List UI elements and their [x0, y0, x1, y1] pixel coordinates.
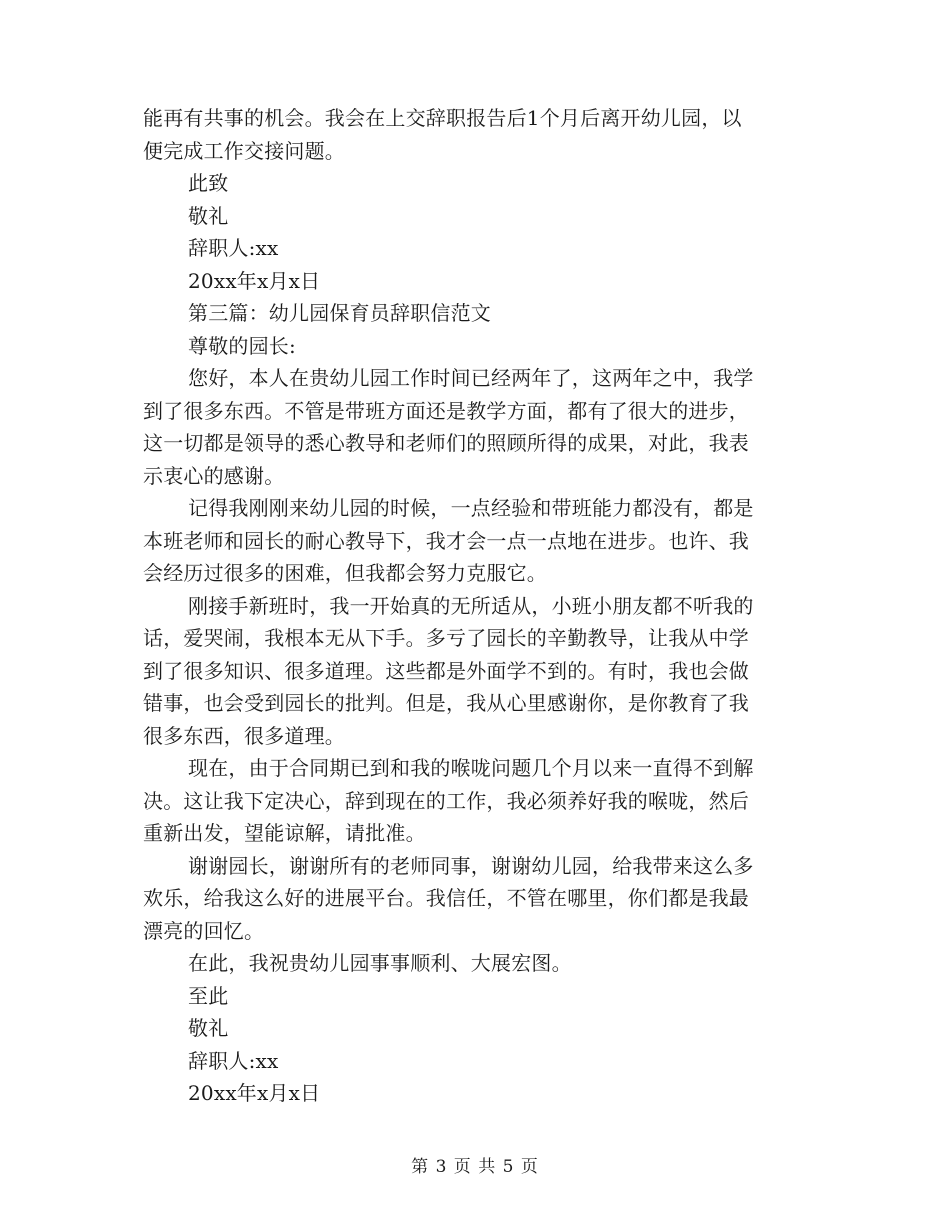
text-line: 漂亮的回忆。	[143, 918, 265, 943]
text-line: 本班老师和园长的耐心教导下，我才会一点一点地在进步。也许、我	[143, 528, 749, 553]
text-line: 能再有共事的机会。我会在上交辞职报告后1个月后离开幼儿园，以	[143, 106, 742, 130]
text-line: 记得我刚刚来幼儿园的时候，一点经验和带班能力都没有，都是	[188, 496, 754, 520]
page-footer: 第 3 页 共 5 页	[411, 1157, 539, 1177]
text-line: 您好，本人在贵幼儿园工作时间已经两年了，这两年之中，我学	[188, 366, 754, 390]
text-line: 至此	[188, 983, 229, 1008]
text-line: 示衷心的感谢。	[143, 463, 285, 488]
text-line: 第三篇：幼儿园保育员辞职信范文	[188, 301, 491, 325]
document-body	[143, 102, 803, 1110]
text-line: 错事，也会受到园长的批判。但是，我从心里感谢你，是你教育了我	[143, 691, 749, 715]
text-line: 很多东西，很多道理。	[143, 723, 345, 748]
text-line: 在此，我祝贵幼儿园事事顺利、大展宏图。	[188, 951, 572, 975]
text-line: 刚接手新班时，我一开始真的无所适从，小班小朋友都不听我的	[188, 593, 754, 618]
text-line: 到了很多东西。不管是带班方面还是教学方面，都有了很大的进步，	[143, 398, 749, 423]
text-line: 20xx年x月x日	[188, 268, 321, 293]
text-line: 会经历过很多的困难，但我都会努力克服它。	[143, 561, 547, 585]
text-line: 辞职人:xx	[188, 236, 279, 260]
text-line: 敬礼	[188, 1016, 229, 1040]
text-line: 现在，由于合同期已到和我的喉咙问题几个月以来一直得不到解	[188, 756, 754, 780]
text-line: 重新出发，望能谅解，请批准。	[143, 821, 426, 845]
text-line: 尊敬的园长:	[188, 333, 296, 358]
text-line: 话，爱哭闹，我根本无从下手。多亏了园长的辛勤教导，让我从中学	[143, 626, 749, 650]
text-line: 便完成工作交接问题。	[143, 138, 345, 163]
text-line: 谢谢园长，谢谢所有的老师同事，谢谢幼儿园，给我带来这么多	[188, 853, 754, 878]
text-line: 敬礼	[188, 203, 229, 228]
text-line: 欢乐，给我这么好的进展平台。我信任，不管在哪里，你们都是我最	[143, 886, 749, 910]
text-line: 辞职人:xx	[188, 1048, 279, 1073]
text-line: 到了很多知识、很多道理。这些都是外面学不到的。有时，我也会做	[143, 658, 749, 683]
text-line: 决。这让我下定决心，辞到现在的工作，我必须养好我的喉咙，然后	[143, 788, 749, 813]
text-line: 这一切都是领导的悉心教导和老师们的照顾所得的成果，对此，我表	[143, 431, 749, 455]
text-line: 20xx年x月x日	[188, 1081, 321, 1105]
text-line: 此致	[188, 171, 229, 195]
